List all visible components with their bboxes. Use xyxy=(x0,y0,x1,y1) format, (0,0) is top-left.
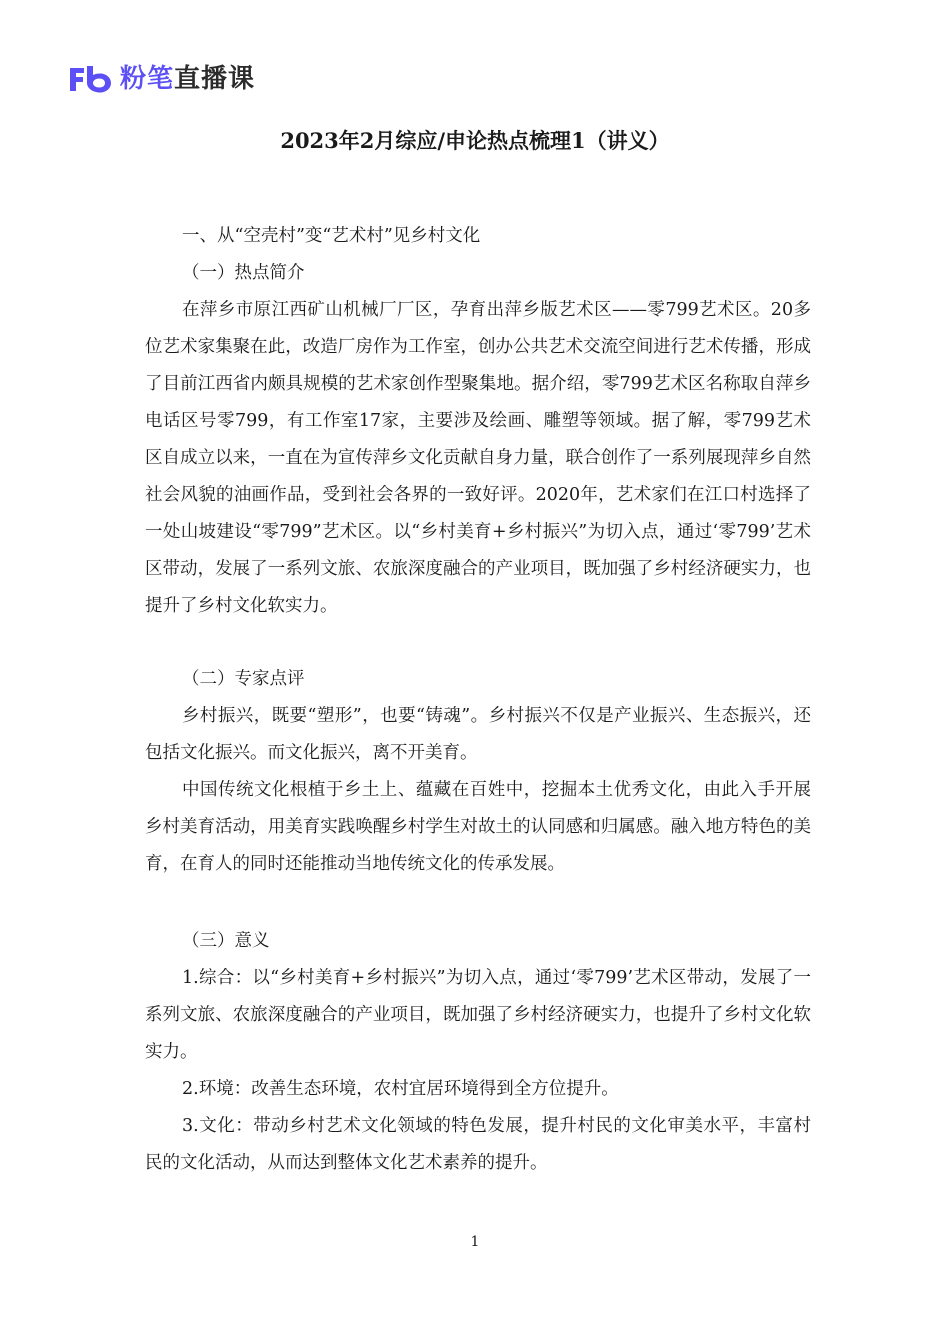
subsection-heading-intro: （一）热点简介 xyxy=(182,263,305,283)
paragraph-significance-1: 1.综合：以“乡村美育+乡村振兴”为切入点，通过‘零799’艺术区带动，发展了一系列文旅、农旅深度融合的产业项目，既加强了乡村经济硬实力，也提升了乡村文化软实力。 xyxy=(145,968,811,1062)
spacer xyxy=(145,883,811,923)
page-number: 1 xyxy=(470,1234,480,1250)
subsection-heading-expert: （二）专家点评 xyxy=(182,669,305,689)
brand-name: 粉笔 xyxy=(120,64,175,94)
paragraph-significance-2: 2.环境：改善生态环境，农村宜居环境得到全方位提升。 xyxy=(182,1079,619,1099)
logo-text xyxy=(120,64,255,94)
paragraph-intro: 在萍乡市原江西矿山机械厂厂区，孕育出萍乡版艺术区——零799艺术区。20多位艺术家集聚在此，改造厂房作为工作室，创办公共艺术交流空间进行艺术传播，形成了目前江西省内颇具规模的艺术家创作型聚集地。据介绍，零799艺术区名称取自萍乡电话区号零799，有工作室17家，主要涉及绘画、雕塑等领域。据了解，零799艺术区自成立以来，一直在为宣传萍乡文化贡献自身力量，联合创作了一系列展现萍乡自然社会风貌的油画作品，受到社会各界的一致好评。2020年，艺术家们在江口村选择了一处山坡建设“零799”艺术区。以“乡村美育+乡村振兴”为切入点，通过‘零799’艺术区带动，发展了一系列文旅、农旅深度融合的产业项目，既加强了乡村经济硬实力，也提升了乡村文化软实力。 xyxy=(145,300,811,616)
document-body xyxy=(145,218,811,1182)
paragraph-expert-1: 乡村振兴，既要“塑形”，也要“铸魂”。乡村振兴不仅是产业振兴、生态振兴，还包括文化振兴。而文化振兴，离不开美育。 xyxy=(145,706,811,763)
fb-logo-icon xyxy=(68,64,114,94)
paragraph-significance-3: 3.文化：带动乡村艺术文化领域的特色发展，提升村民的文化审美水平，丰富村民的文化活动，从而达到整体文化艺术素养的提升。 xyxy=(145,1116,811,1173)
spacer xyxy=(145,625,811,661)
subsection-heading-significance: （三）意义 xyxy=(182,931,270,951)
brand-logo xyxy=(68,62,255,96)
section-heading: 一、从“空壳村”变“艺术村”见乡村文化 xyxy=(182,226,481,246)
paragraph-expert-2: 中国传统文化根植于乡土上、蕴藏在百姓中，挖掘本土优秀文化，由此入手开展乡村美育活动，用美育实践唤醒乡村学生对故土的认同感和归属感。融入地方特色的美育，在育人的同时还能推动当地传统文化的传承发展。 xyxy=(145,780,811,874)
product-name: 直播课 xyxy=(174,64,256,94)
document-title: 2023年2月综应/申论热点梳理1（讲义） xyxy=(280,128,670,153)
